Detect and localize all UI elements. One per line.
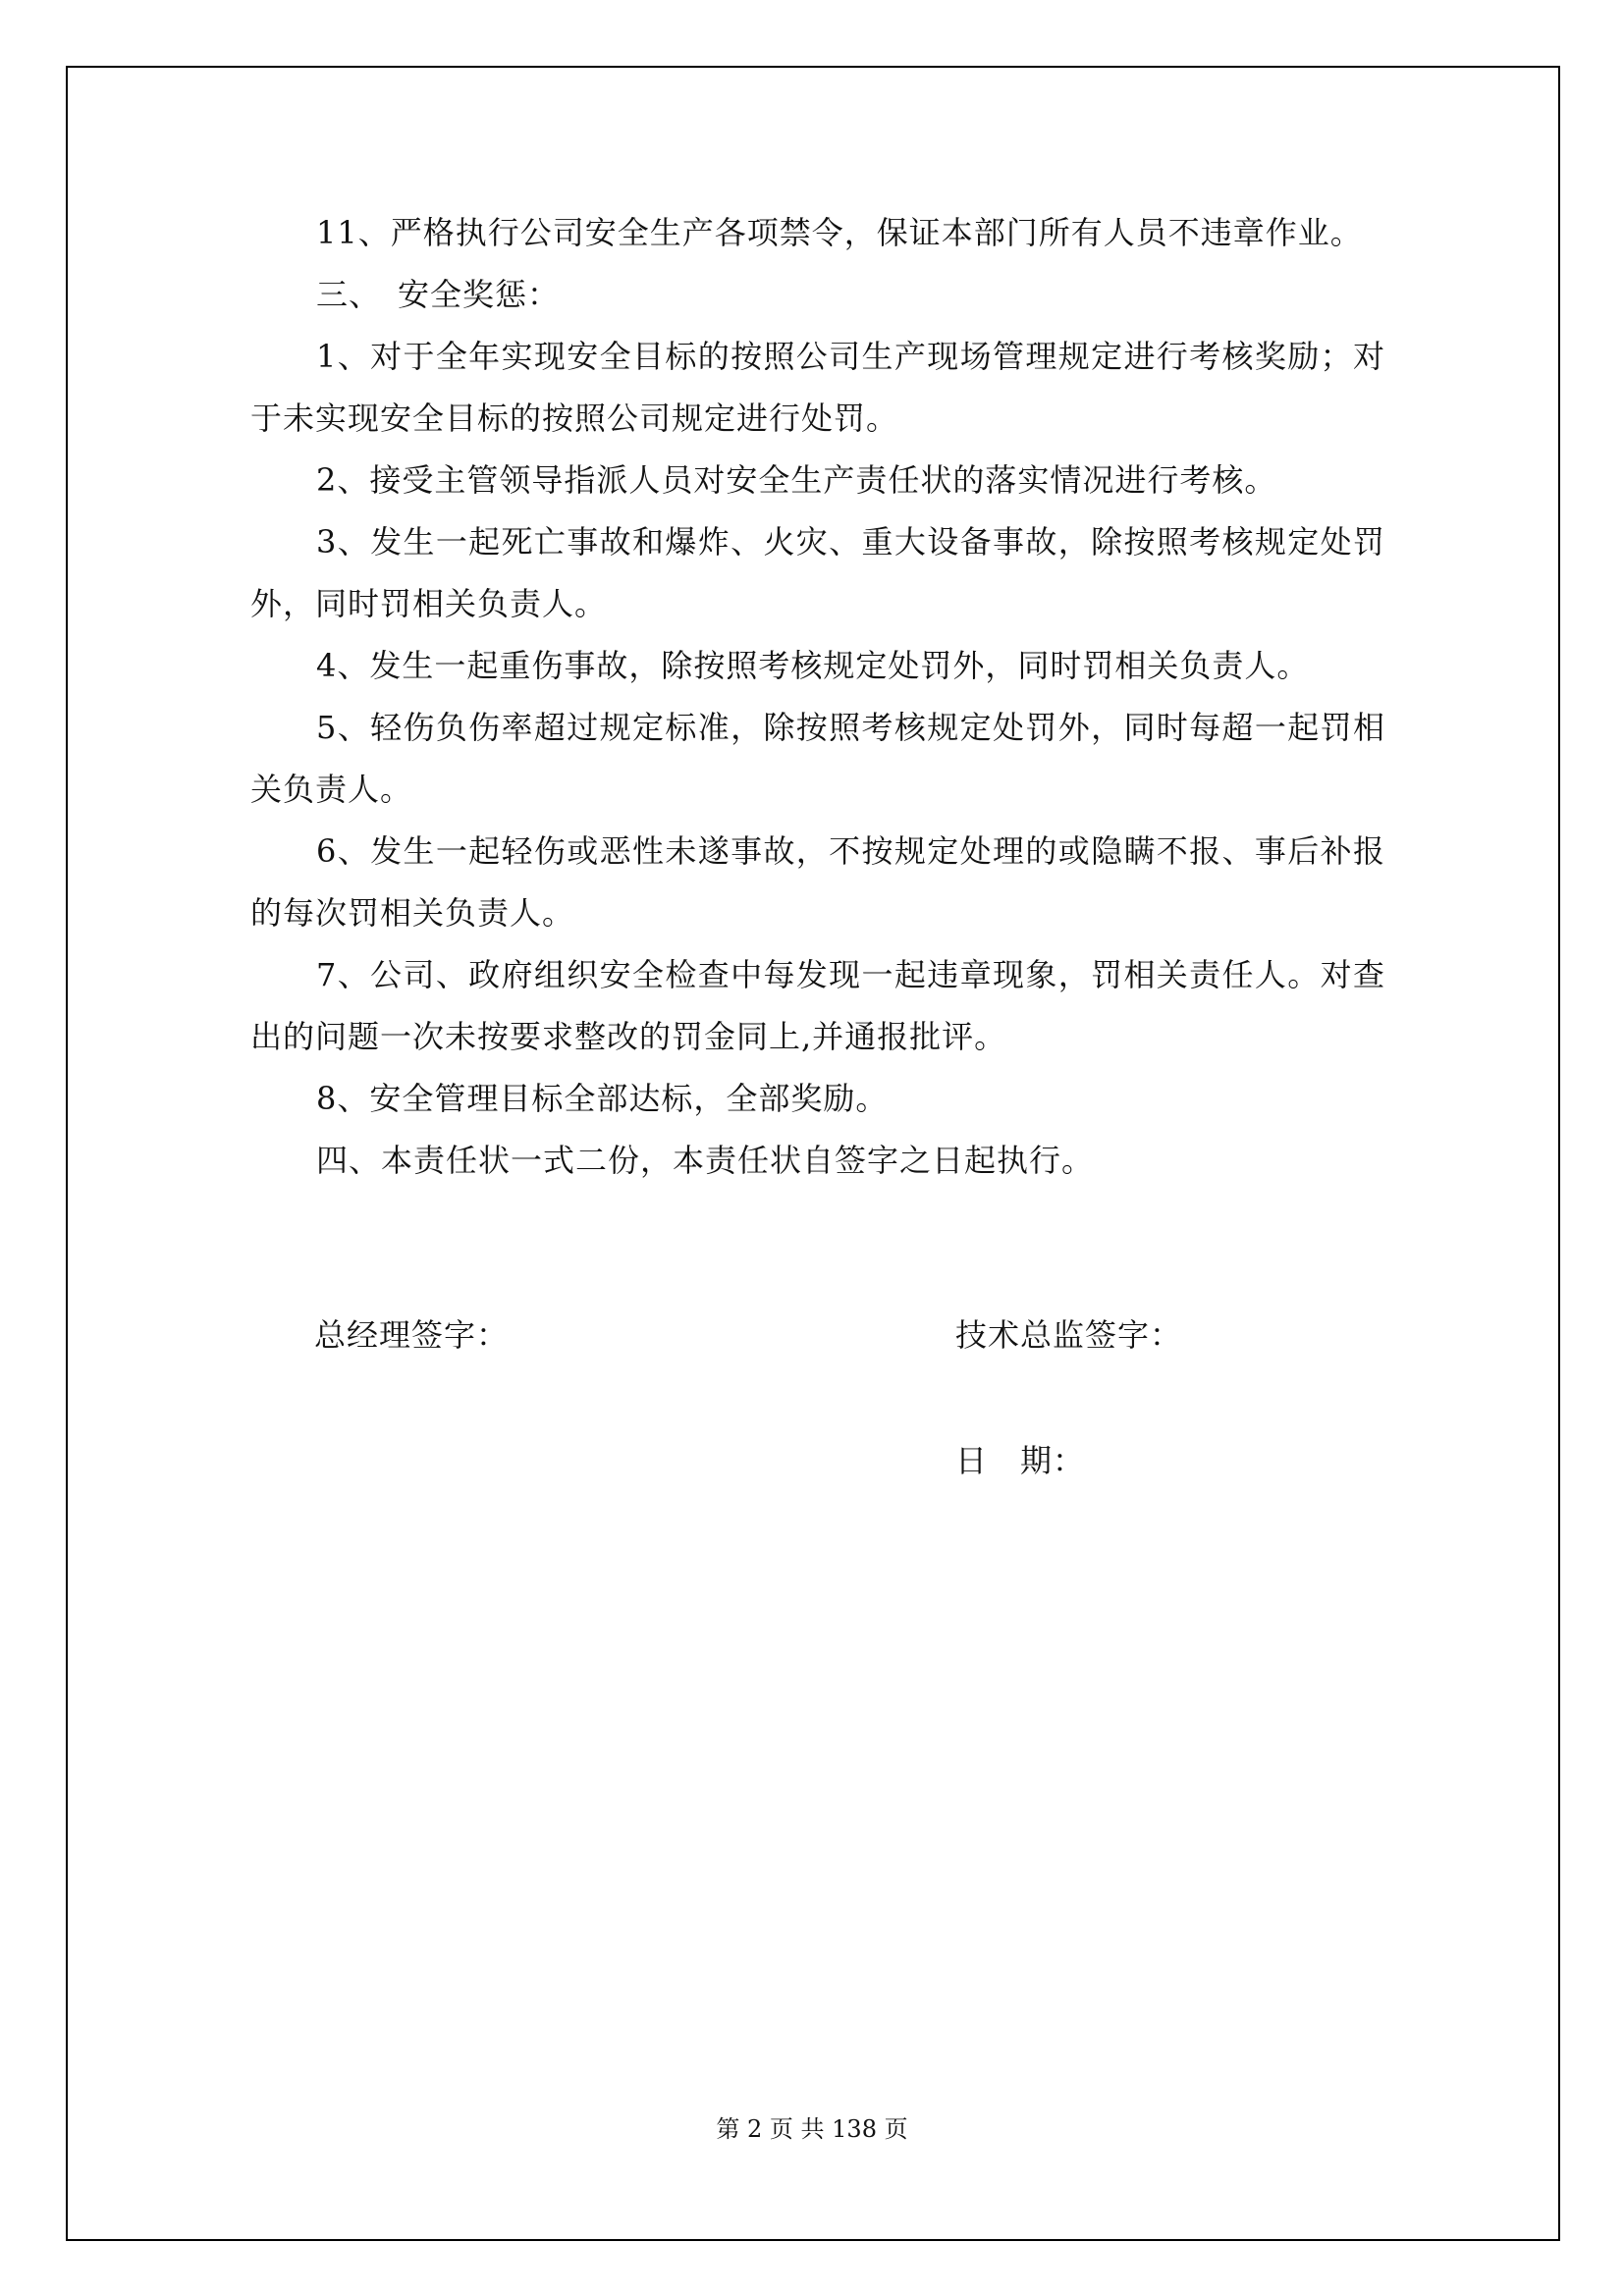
section-four-execution: 四、本责任状一式二份，本责任状自签字之日起执行。 (316, 1142, 1095, 1179)
section-heading-rewards-penalties: 三、 安全奖惩： (316, 276, 561, 313)
clause-reward-1: 1、对于全年实现安全目标的按照公司生产现场管理规定进行考核奖励；对于未实现安全目标的按照公司规定进行处罚。 (250, 338, 1385, 437)
date-label: 日 期： (955, 1442, 1086, 1479)
document-body (250, 202, 1385, 1192)
clause-reward-4: 4、发生一起重伤事故，除按照考核规定处罚外，同时罚相关负责人。 (316, 647, 1310, 684)
clause-reward-7: 7、公司、政府组织安全检查中每发现一起违章现象，罚相关责任人。对查出的问题一次未按要求整改的罚金同上,并通报批评。 (250, 956, 1385, 1055)
general-manager-signature-label: 总经理签字： (314, 1316, 510, 1354)
clause-reward-3: 3、发生一起死亡事故和爆炸、火灾、重大设备事故，除按照考核规定处罚外，同时罚相关负责人。 (250, 523, 1385, 622)
clause-reward-2: 2、接受主管领导指派人员对安全生产责任状的落实情况进行考核。 (316, 461, 1277, 499)
technical-director-signature-label: 技术总监签字： (955, 1316, 1183, 1354)
page-footer: 第 2 页 共 138 页 (716, 2115, 908, 2143)
clause-reward-6: 6、发生一起轻伤或恶性未遂事故，不按规定处理的或隐瞒不报、事后补报的每次罚相关负责人。 (250, 832, 1385, 932)
clause-reward-8: 8、安全管理目标全部达标，全部奖励。 (316, 1080, 889, 1117)
clause-reward-5: 5、轻伤负伤率超过规定标准，除按照考核规定处罚外，同时每超一起罚相关负责人。 (250, 709, 1385, 808)
clause-11: 11、严格执行公司安全生产各项禁令，保证本部门所有人员不违章作业。 (316, 214, 1363, 251)
